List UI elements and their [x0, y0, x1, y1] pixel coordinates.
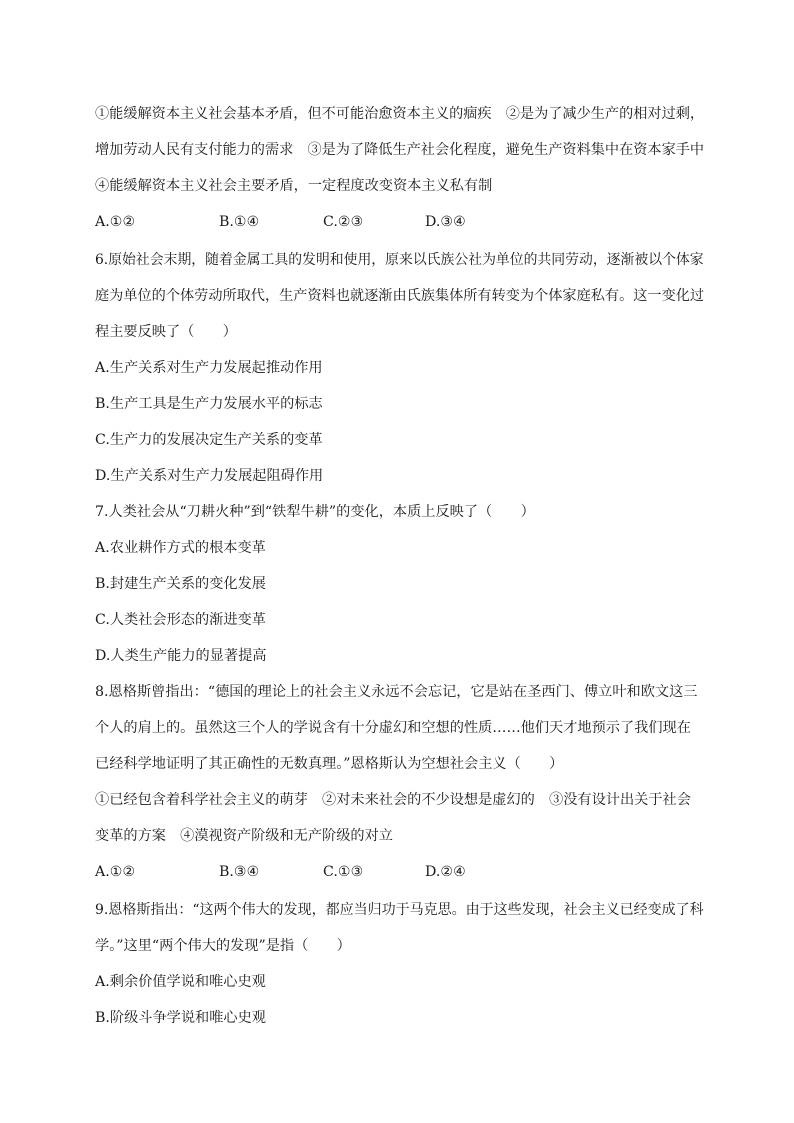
q8-option-b[interactable]: B.③④: [219, 864, 260, 880]
q6-stem-line-2: 庭为单位的个体劳动所取代，生产资料也就逐渐由氏族集体所有转变为个体家庭私有。这一变化过: [95, 288, 705, 304]
q6-option-c[interactable]: C.生产力的发展决定生产关系的变革: [95, 432, 323, 448]
q8-option-a[interactable]: A.①②: [95, 864, 136, 880]
q6-option-b[interactable]: B.生产工具是生产力发展水平的标志: [95, 396, 323, 412]
q8-statement-line-2: 变革的方案 ④漠视资产阶级和无产阶级的对立: [95, 828, 393, 844]
q6-option-d[interactable]: D.生产关系对生产力发展起阻碍作用: [95, 468, 324, 484]
q6-option-a[interactable]: A.生产关系对生产力发展起推动作用: [95, 360, 323, 376]
q7-option-a[interactable]: A.农业耕作方式的根本变革: [95, 540, 266, 556]
q5-option-a[interactable]: A.①②: [95, 214, 136, 230]
q5-statement-line-1: ①能缓解资本主义社会基本矛盾，但不可能治愈资本主义的痼疾 ②是为了减少生产的相对过剩，: [95, 106, 705, 122]
q7-option-b[interactable]: B.封建生产关系的变化发展: [95, 576, 266, 592]
q8-option-c[interactable]: C.①③: [323, 864, 364, 880]
q8-option-d[interactable]: D.②④: [425, 864, 466, 880]
q9-option-b[interactable]: B.阶级斗争学说和唯心史观: [95, 1010, 266, 1026]
q5-statement-line-3: ④能缓解资本主义社会主要矛盾，一定程度改变资本主义私有制: [95, 178, 493, 194]
q9-stem-line-1: 9.恩格斯指出：“这两个伟大的发现，都应当归功于马克思。由于这些发现，社会主义已经变成了科: [95, 902, 704, 918]
q8-stem-line-1: 8.恩格斯曾指出：“德国的理论上的社会主义永远不会忘记，它是站在圣西门、傅立叶和欧文这三: [95, 684, 698, 700]
q8-stem-line-3: 已经科学地证明了其正确性的无数真理。”恩格斯认为空想社会主义（ ）: [95, 756, 564, 772]
q7-option-c[interactable]: C.人类社会形态的渐进变革: [95, 612, 266, 628]
q6-stem-line-3: 程主要反映了（ ）: [95, 324, 237, 340]
q8-stem-line-2: 个人的肩上的。虽然这三个人的学说含有十分虚幻和空想的性质……他们天才地预示了我们现在: [95, 720, 691, 736]
q9-stem-line-2: 学。”这里“两个伟大的发现”是指（ ）: [95, 938, 351, 954]
q5-option-b[interactable]: B.①④: [219, 214, 260, 230]
q5-option-c[interactable]: C.②③: [323, 214, 364, 230]
q5-option-d[interactable]: D.③④: [425, 214, 466, 230]
q6-stem-line-1: 6.原始社会末期，随着金属工具的发明和使用，原来以氏族公社为单位的共同劳动，逐渐被以个体家: [95, 252, 704, 268]
q7-stem-line-1: 7.人类社会从“刀耕火种”到“铁犁牛耕”的变化，本质上反映了（ ）: [95, 504, 535, 520]
q7-option-d[interactable]: D.人类生产能力的显著提高: [95, 648, 267, 664]
q8-statement-line-1: ①已经包含着科学社会主义的萌芽 ②对未来社会的不少设想是虚幻的 ③没有设计出关于社会: [95, 792, 691, 808]
q5-statement-line-2: 增加劳动人民有支付能力的需求 ③是为了降低生产社会化程度，避免生产资料集中在资本家手中: [95, 142, 705, 158]
q9-option-a[interactable]: A.剩余价值学说和唯心史观: [95, 974, 266, 990]
